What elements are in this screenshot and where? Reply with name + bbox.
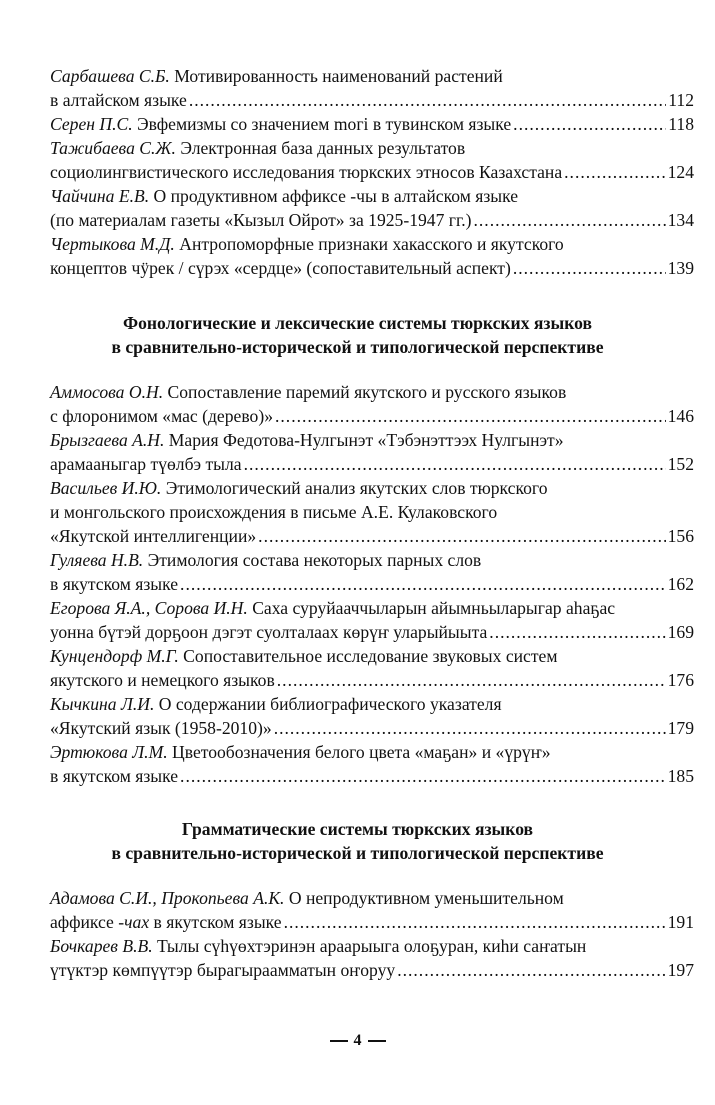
toc-author: Бочкарев В.В. [50,936,153,956]
toc-title: арамааныгар түөлбэ тыла [50,454,242,474]
toc-title: «Якутской интеллигенции» [50,526,257,546]
toc-entry-line [50,886,694,910]
toc-entry-line [50,208,694,232]
dot-leader [189,88,666,112]
toc-entry-line [50,910,694,934]
toc-page-number: 179 [667,718,694,738]
toc-entry-line [50,548,694,572]
toc-entry-line [50,934,694,958]
toc-author: Чайчина Е.В. [50,186,150,206]
toc-entry-line [50,764,694,788]
toc-page-number: 118 [668,114,694,134]
toc-page-number: 134 [667,210,694,230]
toc-title: с флоронимом «мас (дерево)» [50,406,273,426]
toc-entry-line [50,740,694,764]
toc-title: «Якутский язык (1958-2010)» [50,718,272,738]
dot-leader [284,910,666,934]
toc-title: (по материалам газеты «Кызыл Ойрот» за 1925-1947 гг.) [50,210,472,230]
toc-entry-line [50,256,694,280]
toc-page-number: 124 [667,162,694,182]
toc-entry-line [50,88,694,112]
toc-author: Егорова Я.А., Сорова И.Н. [50,598,248,618]
toc-entry-line [50,644,694,668]
page-footer [0,1032,715,1050]
toc-entry-line [50,716,694,740]
toc-author: Васильев И.Ю. [50,478,162,498]
toc-title: уонна бүтэй дорҕоон дэгэт суолталаах көрүҥ уларыйыыта [50,622,488,642]
dot-leader [274,716,666,740]
toc-title: Тылы сүһүөхтэринэн араарыыга олоҕуран, киһи саҥатын [152,936,587,956]
toc-title: Эвфемизмы со значением mогі в тувинском языке [132,114,512,134]
toc-page-number: 197 [667,960,694,980]
toc-entry-line [50,64,694,88]
toc-entry-line [50,620,694,644]
toc-entry-line [50,500,694,524]
toc-page-number: 112 [668,90,694,110]
toc-author: Кунцендорф М.Г. [50,646,179,666]
toc-author: Серен П.С. [50,114,133,134]
toc-author: Брызгаева А.Н. [50,430,165,450]
toc-title: О продуктивном аффиксе -чы в алтайском языке [149,186,519,206]
toc-author: Аммосова О.Н. [50,382,164,402]
toc-author: Кычкина Л.И. [50,694,155,714]
toc-title: в якутском языке [50,574,179,594]
footer-dash-left [330,1040,348,1042]
toc-entry-line [50,692,694,716]
dot-leader [277,668,666,692]
toc-title: Цветообозначения белого цвета «маҕан» и «үрүҥ» [167,742,551,762]
toc-entry-line [50,476,694,500]
page-number: 4 [353,1032,362,1049]
toc-page-number: 156 [667,526,694,546]
toc-title: в якутском языке [149,912,282,932]
toc-title: якутского и немецкого языков [50,670,275,690]
toc-author: Адамова С.И., Прокопьева А.К. [50,888,285,908]
toc-page-number: 146 [667,406,694,426]
toc-page-number: 191 [667,912,694,932]
dot-leader [397,958,665,982]
toc-entry-line [50,160,694,184]
toc-entry-line [50,958,694,982]
toc-page-number: 176 [667,670,694,690]
toc-entry-line [50,572,694,596]
toc-title: Сопоставительное исследование звуковых систем [178,646,558,666]
toc-entry-line [50,668,694,692]
toc-entry-line [50,232,694,256]
toc-page-number: 162 [667,574,694,594]
toc-author: Чертыкова М.Д. [50,234,175,254]
dot-leader [513,112,666,136]
toc-author: Гуляева Н.В. [50,550,144,570]
toc-title: О непродуктивном уменьшительном [284,888,564,908]
toc-title: и монгольского происхождения в письме А.Е. Кулаковского [50,502,498,522]
toc-entry-line [50,428,694,452]
dot-leader [474,208,666,232]
toc-page-number: 152 [667,454,694,474]
toc-title: аффиксе [50,912,119,932]
dot-leader [564,160,665,184]
dot-leader [513,256,666,280]
toc-title: Антропоморфные признаки хакасского и якутского [174,234,564,254]
section-heading: в сравнительно-исторической и типологической перспективе [111,843,604,863]
toc-title: социолингвистического исследования тюркских этносов Казахстана [50,162,563,182]
dot-leader [180,572,666,596]
toc-title: в якутском языке [50,766,179,786]
dot-leader [275,404,666,428]
dot-leader [180,764,666,788]
toc-title: Этимология состава некоторых парных слов [143,550,482,570]
dot-leader [244,452,666,476]
toc-entry-line [50,184,694,208]
toc-page-number: 139 [667,258,694,278]
toc-title: концептов чӱрек / сүрэх «сердце» (сопоставительный аспект) [50,258,511,278]
toc-author: Сарбашева С.Б. [50,66,170,86]
section-heading: в сравнительно-исторической и типологической перспективе [111,337,604,357]
dot-leader [258,524,665,548]
toc-title: Электронная база данных результатов [175,138,466,158]
toc-title-italic: -чах [118,912,150,932]
toc-title: Мария Федотова-Нулгынэт «Тэбэнэттээх Нулгынэт» [164,430,564,450]
toc-title: в алтайском языке [50,90,187,110]
dot-leader [489,620,665,644]
toc-title: Сопоставление паремий якутского и русского языков [163,382,567,402]
toc-title: Этимологический анализ якутских слов тюркского [161,478,548,498]
toc-entry-line [50,404,694,428]
toc-title: үтүктэр көмпүүтэр бырагыраамматын оҥоруу [50,960,396,980]
toc-title: О содержании библиографического указателя [154,694,502,714]
toc-entry-line [50,112,694,136]
toc-entry-line [50,596,694,620]
section-heading: Грамматические системы тюркских языков [181,819,534,839]
toc-entry-line [50,136,694,160]
toc-page-number: 185 [667,766,694,786]
footer-dash-right [368,1040,386,1042]
toc-entry-line [50,452,694,476]
toc-page-number: 169 [667,622,694,642]
toc-title: Мотивированность наименований растений [169,66,503,86]
toc-author: Тажибаева С.Ж. [50,138,176,158]
toc-entry-line [50,380,694,404]
section-heading: Фонологические и лексические системы тюркских языков [122,313,592,333]
toc-author: Эртюкова Л.М. [50,742,168,762]
toc-entry-line [50,524,694,548]
toc-title: Саха суруйааччыларын айымньыларыгар аһаҕас [247,598,616,618]
